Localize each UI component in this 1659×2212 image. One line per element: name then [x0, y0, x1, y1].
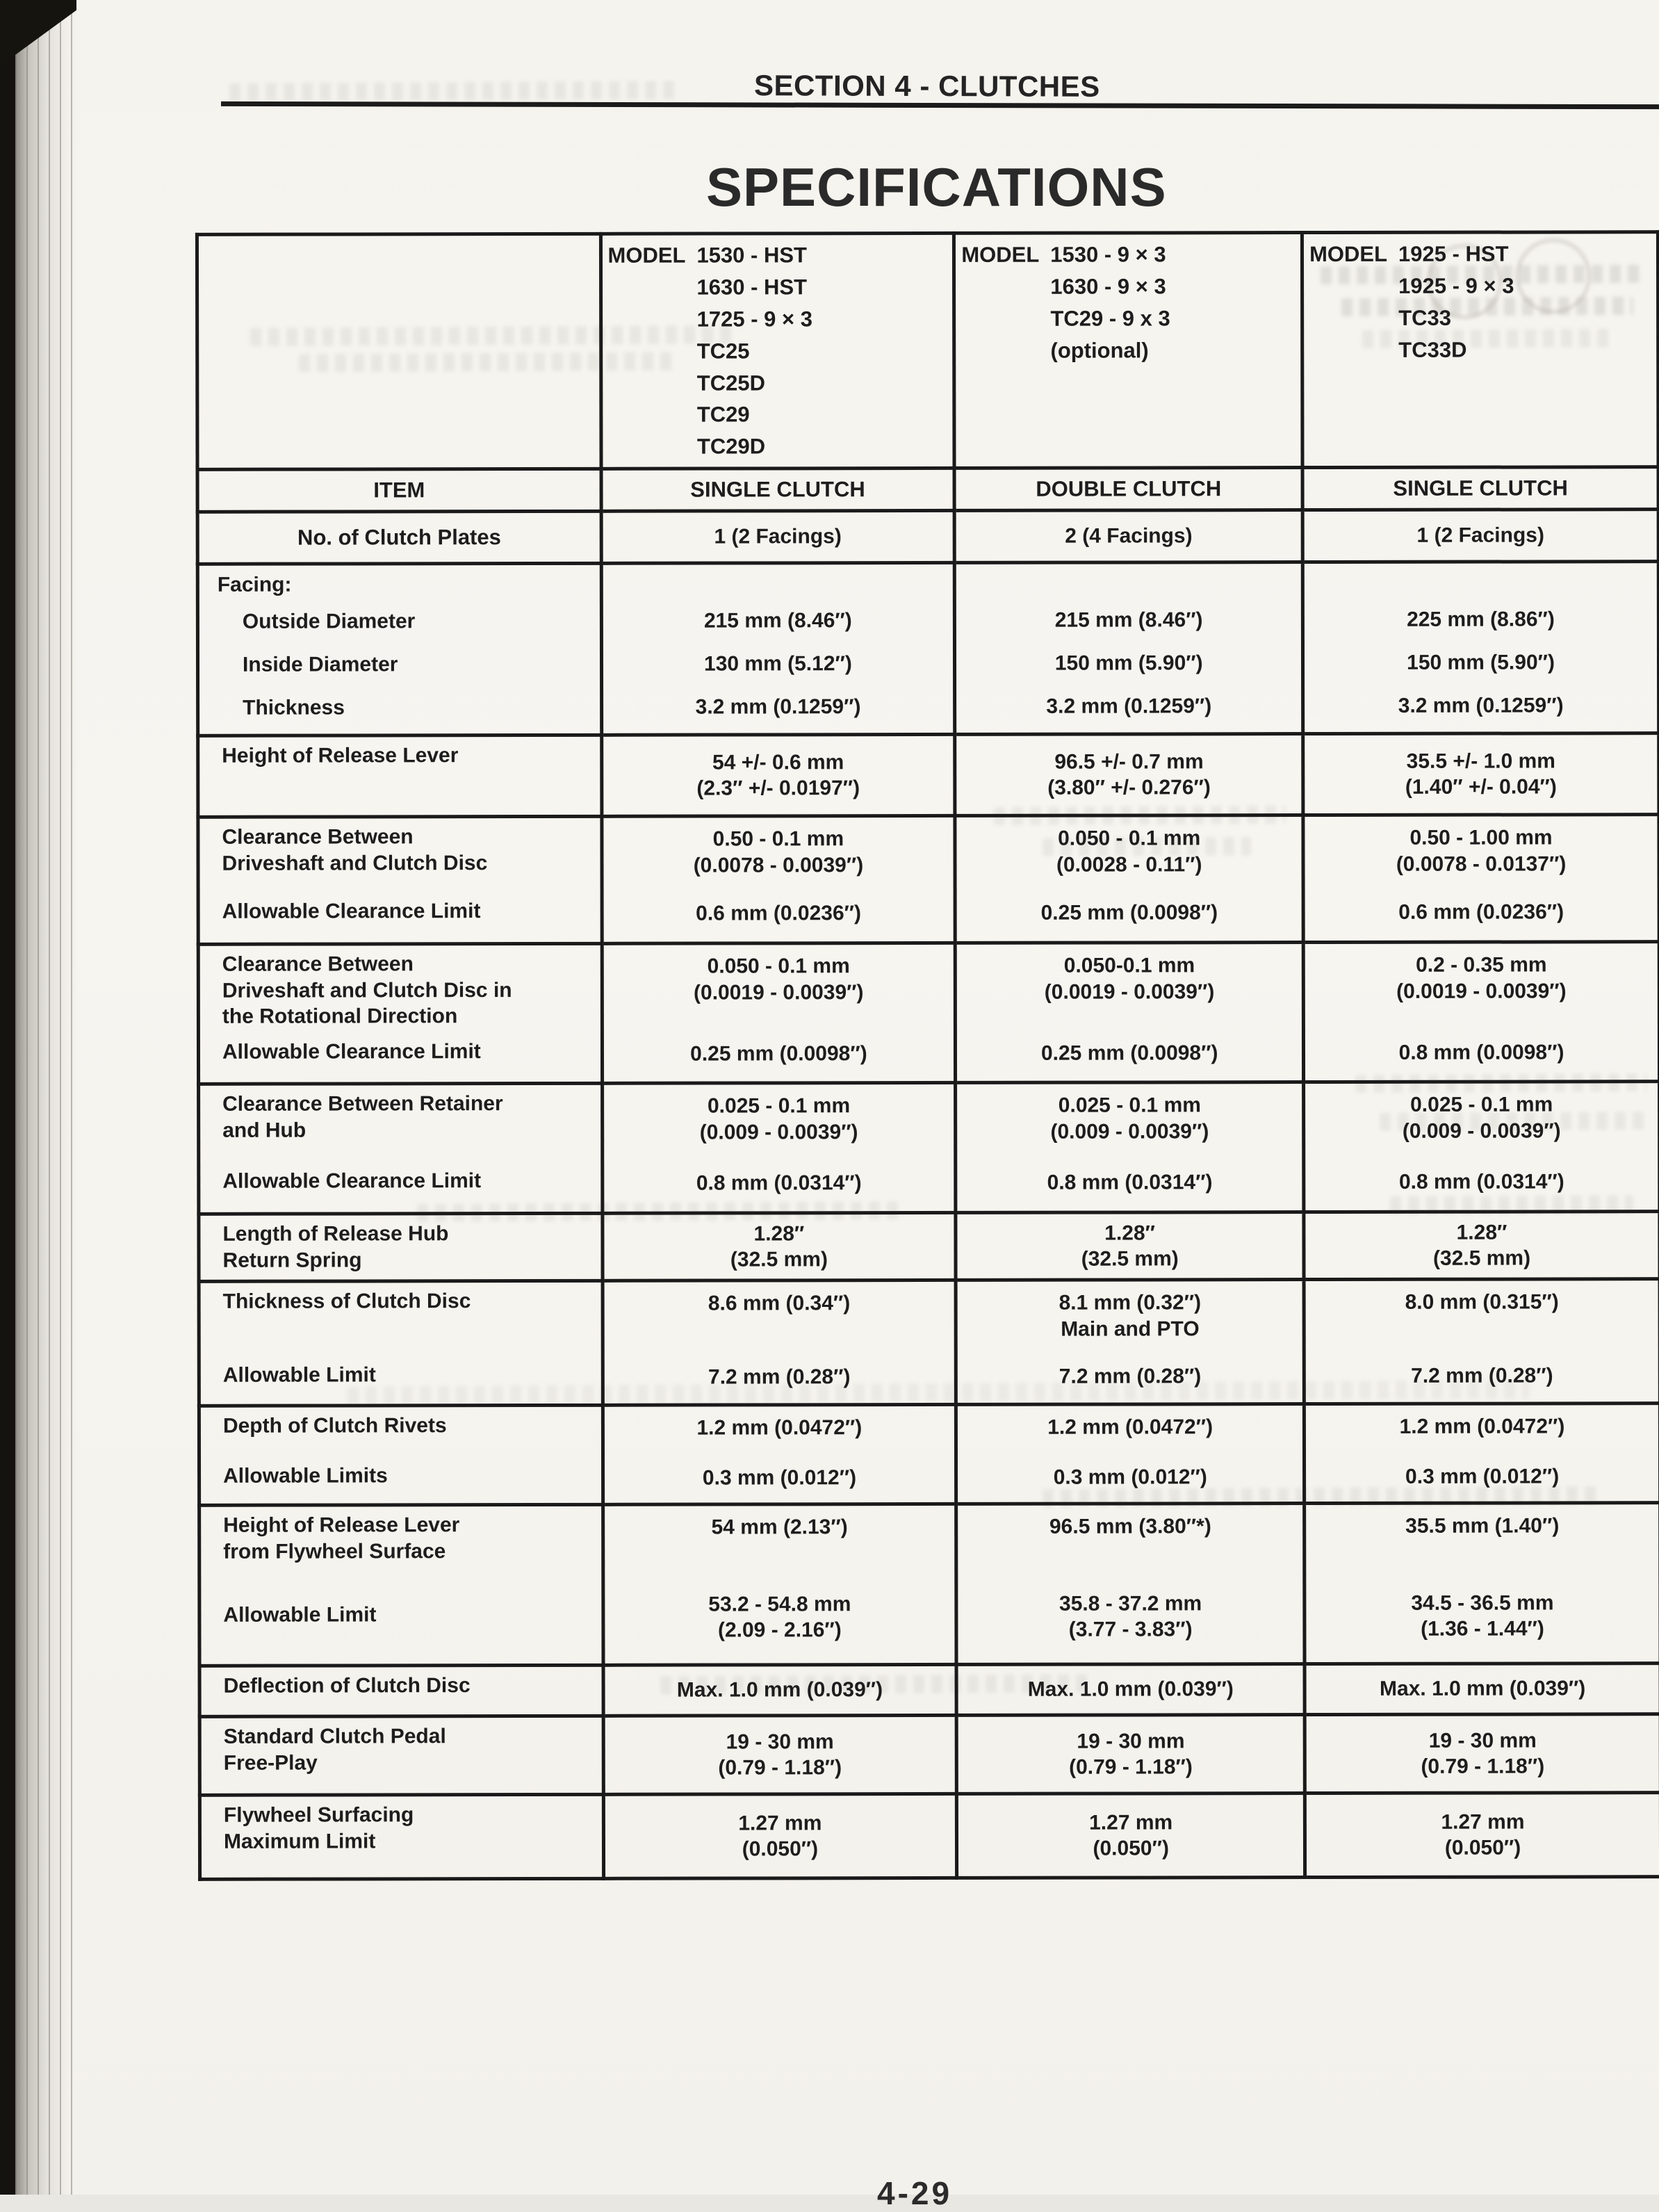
- row-label: Allowable Clearance Limit: [222, 1169, 482, 1194]
- table-row-clutch-disc-thickness: [199, 1279, 1659, 1406]
- row-label: Allowable Limit: [223, 1603, 377, 1627]
- spec-value: (0.0028 - 0.11″): [1056, 852, 1202, 877]
- spec-value: 0.3 mm (0.012″): [702, 1466, 857, 1490]
- spec-value: 96.5 +/- 0.7 mm: [1054, 749, 1204, 774]
- spec-value: 0.25 mm (0.0098″): [1040, 901, 1218, 925]
- spec-value: 0.8 mm (0.0314″): [1398, 1170, 1564, 1194]
- spec-value: 54 mm (2.13″): [711, 1515, 848, 1539]
- row-label-cell: [198, 943, 602, 1084]
- row-label-cell: [199, 1504, 603, 1666]
- spec-value: (0.050″): [742, 1837, 819, 1861]
- spec-value: 0.050-0.1 mm: [1063, 954, 1195, 977]
- row-label: Allowable Limit: [222, 1363, 376, 1388]
- spec-value: 1.28″: [1456, 1221, 1507, 1244]
- spec-value: (0.79 - 1.18″): [718, 1756, 842, 1780]
- spec-value: (0.0019 - 0.0039″): [1396, 979, 1567, 1003]
- model-list: [1050, 238, 1170, 366]
- row-label-cell: [199, 1280, 603, 1406]
- model-name: 1925 - HST: [1398, 241, 1509, 266]
- row-sublabel: Inside Diameter: [242, 653, 398, 677]
- model-name: TC29: [696, 402, 750, 427]
- row-label: Standard Clutch Pedal: [223, 1725, 446, 1748]
- row-label-cell: [199, 1665, 603, 1716]
- row-label: Height of Release Lever: [222, 744, 459, 767]
- spec-value: 8.6 mm (0.34″): [708, 1292, 851, 1315]
- model-label: MODEL: [607, 243, 686, 268]
- empty-corner-cell: [197, 234, 600, 469]
- spec-value: (0.79 - 1.18″): [1421, 1755, 1545, 1778]
- spec-value: 1.2 mm (0.0472″): [696, 1416, 863, 1440]
- spec-value: 19 - 30 mm: [1428, 1729, 1537, 1752]
- value-cell: [603, 1405, 956, 1505]
- item-header: ITEM: [373, 478, 425, 503]
- table-row-release-lever-height: [198, 733, 1659, 818]
- value-cell: [1303, 815, 1659, 943]
- row-label: Driveshaft and Clutch Disc: [222, 851, 488, 875]
- spec-value: (0.0019 - 0.0039″): [1044, 979, 1215, 1004]
- spec-value: 1.27 mm: [738, 1811, 822, 1835]
- row-label-cell: [197, 511, 601, 564]
- row-label: Deflection of Clutch Disc: [223, 1674, 471, 1698]
- row-label-cell: [198, 816, 602, 944]
- spec-value: 225 mm (8.86″): [1407, 608, 1555, 632]
- value-cell: [956, 1404, 1305, 1504]
- spec-value: (0.0078 - 0.0039″): [693, 853, 864, 877]
- model-name: (optional): [1050, 338, 1149, 363]
- spec-value: 19 - 30 mm: [1077, 1729, 1185, 1753]
- value-cell: [1305, 1664, 1659, 1715]
- row-label: Clearance Between: [222, 952, 414, 976]
- spec-value: (0.009 - 0.0039″): [1050, 1119, 1209, 1144]
- value-cell: [956, 1504, 1305, 1665]
- model-list: [1398, 238, 1514, 366]
- row-label-cell: [198, 735, 602, 817]
- value-cell: [1302, 562, 1658, 734]
- value-cell: [601, 816, 955, 944]
- spec-value: (0.0019 - 0.0039″): [693, 980, 864, 1005]
- value-cell: [957, 1715, 1305, 1794]
- model-name: 1925 - 9 × 3: [1398, 273, 1514, 298]
- spec-value: 1.28″: [1104, 1221, 1156, 1245]
- value-cell: [955, 562, 1303, 735]
- clutch-type: SINGLE CLUTCH: [690, 476, 865, 502]
- spec-value: 1 (2 Facings): [714, 525, 842, 548]
- spec-value: 3.2 mm (0.1259″): [695, 695, 861, 719]
- spec-value: 19 - 30 mm: [726, 1730, 834, 1754]
- spec-value: (0.050″): [1093, 1837, 1169, 1860]
- model-name: 1530 - 9 × 3: [1050, 242, 1166, 267]
- spec-value: 1 (2 Facings): [1416, 523, 1544, 548]
- row-label: Flywheel Surfacing: [223, 1803, 414, 1827]
- spec-value: 8.1 mm (0.32″): [1059, 1291, 1202, 1315]
- row-label: Facing:: [217, 573, 292, 597]
- table-row-retainer-hub-clearance: [199, 1082, 1659, 1214]
- clutch-type-cell-2: [954, 468, 1302, 511]
- row-sublabel: Outside Diameter: [242, 610, 416, 634]
- scan-edge-shadow: [0, 0, 15, 2195]
- value-cell: [1305, 1714, 1659, 1794]
- spec-value: Max. 1.0 mm (0.039″): [1027, 1677, 1234, 1702]
- spec-value: 0.8 mm (0.0098″): [1398, 1041, 1564, 1065]
- row-label: Maximum Limit: [223, 1830, 376, 1853]
- spec-value: 1.28″: [753, 1221, 805, 1246]
- spec-value: (3.80″ +/- 0.276″): [1047, 776, 1211, 799]
- value-cell: [603, 1716, 957, 1795]
- clutch-type: SINGLE CLUTCH: [1393, 475, 1568, 501]
- row-label-cell: [197, 563, 601, 735]
- value-cell: [957, 1794, 1305, 1878]
- spec-value: 0.3 mm (0.012″): [1405, 1465, 1560, 1489]
- column-header-row: [197, 467, 1658, 512]
- spec-value: (3.77 - 3.83″): [1068, 1618, 1193, 1641]
- row-label: from Flywheel Surface: [223, 1539, 446, 1563]
- table-row-rivet-depth: [199, 1404, 1659, 1506]
- row-label: Allowable Limits: [223, 1464, 388, 1488]
- model-label: MODEL: [961, 242, 1040, 267]
- spec-value: (32.5 mm): [1081, 1247, 1179, 1271]
- table-row-release-hub-spring: [199, 1212, 1659, 1282]
- model-name: 1530 - HST: [696, 243, 807, 268]
- row-label: Height of Release Lever: [223, 1513, 460, 1537]
- value-cell: [603, 1504, 956, 1666]
- value-cell: [1304, 1279, 1659, 1404]
- value-cell: [1302, 510, 1658, 562]
- spec-value: 34.5 - 36.5 mm: [1411, 1591, 1554, 1615]
- value-cell: [603, 1280, 956, 1406]
- value-cell: [1304, 1212, 1659, 1280]
- row-label: Clearance Between Retainer: [222, 1092, 503, 1116]
- table-row-pedal-free-play: [199, 1714, 1659, 1796]
- spec-value: 54 +/- 0.6 mm: [712, 750, 844, 774]
- spec-value: 0.50 - 0.1 mm: [712, 827, 844, 851]
- table-row-disc-deflection: [199, 1664, 1659, 1717]
- model-name: 1630 - HST: [696, 275, 808, 300]
- model-label: MODEL: [1309, 241, 1388, 267]
- value-cell: [956, 1212, 1304, 1280]
- spec-value: 8.0 mm (0.315″): [1405, 1290, 1559, 1314]
- model-name: TC29D: [696, 434, 766, 459]
- spec-value: 1.27 mm: [1441, 1810, 1525, 1834]
- value-cell: [956, 1082, 1304, 1213]
- table-row-facing: [197, 562, 1658, 736]
- spec-value: 0.050 - 0.1 mm: [707, 954, 850, 978]
- spec-value: (0.050″): [1444, 1836, 1521, 1860]
- row-label: Return Spring: [222, 1249, 362, 1272]
- spec-value: (0.0078 - 0.0137″): [1396, 852, 1567, 876]
- row-label-cell: [199, 1083, 603, 1214]
- model-header-row: [197, 232, 1658, 470]
- model-name: 1630 - 9 × 3: [1050, 274, 1166, 299]
- model-name: TC25: [696, 339, 750, 364]
- row-label: Allowable Clearance Limit: [222, 900, 481, 924]
- value-cell: [956, 943, 1304, 1083]
- spec-value: 215 mm (8.46″): [703, 609, 852, 633]
- row-label: and Hub: [222, 1119, 307, 1142]
- spec-value: 0.6 mm (0.0236″): [1398, 900, 1564, 925]
- model-header-cell-3: [1302, 232, 1658, 468]
- spec-value: 0.2 - 0.35 mm: [1416, 953, 1547, 977]
- spec-value: 130 mm (5.12″): [704, 652, 852, 676]
- value-cell: [1303, 942, 1659, 1082]
- spec-value: 7.2 mm (0.28″): [1411, 1364, 1553, 1388]
- model-name: TC33: [1398, 305, 1452, 330]
- spec-value: 150 mm (5.90″): [1407, 651, 1555, 675]
- value-cell: [601, 563, 955, 735]
- spec-value: 35.8 - 37.2 mm: [1059, 1591, 1202, 1616]
- row-label-cell: [199, 1794, 603, 1879]
- spec-value: 1.2 mm (0.0472″): [1399, 1415, 1565, 1438]
- table-row-clutch-plates: [197, 510, 1658, 564]
- page-number: 4-29: [877, 2175, 953, 2211]
- spec-value: 150 mm (5.90″): [1054, 651, 1203, 676]
- spec-value: (1.36 - 1.44″): [1421, 1617, 1544, 1641]
- row-sublabel: Thickness: [243, 696, 345, 720]
- spec-value: 96.5 mm (3.80″*): [1049, 1515, 1211, 1538]
- spec-value: 7.2 mm (0.28″): [708, 1365, 851, 1389]
- spec-value: 0.3 mm (0.012″): [1053, 1465, 1207, 1490]
- value-cell: [1305, 1503, 1659, 1664]
- row-label: Length of Release Hub: [222, 1222, 449, 1246]
- row-label-cell: [199, 1716, 603, 1795]
- value-cell: [603, 1794, 957, 1879]
- book-page-stack-edge: [15, 0, 79, 2195]
- spec-value: (0.009 - 0.0039″): [699, 1120, 858, 1144]
- model-name: TC33D: [1398, 337, 1467, 362]
- value-cell: [602, 1083, 956, 1214]
- value-cell: [601, 735, 955, 817]
- value-cell: [601, 511, 955, 564]
- value-cell: [602, 1213, 956, 1281]
- spec-value: Main and PTO: [1061, 1317, 1200, 1341]
- value-cell: [1304, 1082, 1659, 1212]
- row-label: the Rotational Direction: [222, 1005, 458, 1028]
- spec-value: 0.050 - 0.1 mm: [1058, 827, 1201, 850]
- spec-value: 215 mm (8.46″): [1054, 608, 1203, 633]
- row-label: No. of Clutch Plates: [297, 524, 501, 550]
- spec-value: 1.2 mm (0.0472″): [1047, 1415, 1213, 1439]
- spec-value: 0.25 mm (0.0098″): [1040, 1041, 1218, 1066]
- model-name: TC25D: [696, 370, 765, 396]
- spec-value: 35.5 +/- 1.0 mm: [1406, 749, 1555, 773]
- row-label: Clearance Between: [222, 825, 414, 849]
- spec-value: (32.5 mm): [1432, 1246, 1531, 1270]
- row-label: Driveshaft and Clutch Disc in: [222, 978, 512, 1002]
- value-cell: [955, 815, 1303, 943]
- table-row-driveshaft-clearance: [198, 815, 1659, 945]
- row-label-cell: [199, 1405, 603, 1505]
- table-row-flywheel-surfacing: [199, 1793, 1659, 1880]
- model-header-cell-2: [954, 233, 1302, 469]
- spec-value: 0.50 - 1.00 mm: [1409, 826, 1553, 849]
- value-cell: [1305, 1793, 1659, 1878]
- spec-value: (2.3″ +/- 0.0197″): [696, 776, 860, 800]
- page-title: SPECIFICATIONS: [706, 156, 1167, 218]
- spec-value: 0.8 mm (0.0314″): [1047, 1171, 1213, 1195]
- spec-value: 0.6 mm (0.0236″): [696, 902, 862, 925]
- spec-value: (0.79 - 1.18″): [1069, 1755, 1193, 1779]
- spec-value: (2.09 - 2.16″): [717, 1618, 842, 1642]
- clutch-type-cell-1: [601, 469, 955, 512]
- bleed-through-artifact: [229, 81, 674, 101]
- table-row-lever-height-flywheel: [199, 1503, 1659, 1666]
- spec-value: 0.025 - 0.1 mm: [707, 1094, 851, 1118]
- value-cell: [956, 1664, 1305, 1716]
- value-cell: [1303, 733, 1659, 815]
- spec-value: 53.2 - 54.8 mm: [708, 1592, 851, 1616]
- spec-value: 2 (4 Facings): [1065, 524, 1193, 548]
- model-name: TC29 - 9 x 3: [1050, 306, 1170, 331]
- value-cell: [955, 734, 1303, 816]
- model-list: [696, 239, 812, 462]
- spec-value: 7.2 mm (0.28″): [1059, 1365, 1202, 1389]
- value-cell: [603, 1665, 957, 1716]
- spec-value: (1.40″ +/- 0.04″): [1405, 775, 1557, 799]
- spec-value: 0.25 mm (0.0098″): [690, 1042, 867, 1066]
- value-cell: [602, 943, 956, 1084]
- spec-value: Max. 1.0 mm (0.039″): [1380, 1677, 1586, 1701]
- item-header-cell: [197, 469, 601, 512]
- clutch-type-cell-3: [1302, 467, 1658, 510]
- clutch-type: DOUBLE CLUTCH: [1036, 476, 1222, 501]
- row-label: Depth of Clutch Rivets: [222, 1414, 447, 1438]
- spec-value: 0.025 - 0.1 mm: [1410, 1093, 1553, 1116]
- model-name: 1725 - 9 × 3: [696, 307, 812, 332]
- spec-value: 1.27 mm: [1089, 1811, 1173, 1835]
- spec-value: 0.8 mm (0.0314″): [696, 1171, 862, 1195]
- section-heading: SECTION 4 - CLUTCHES: [753, 69, 1100, 103]
- specifications-table: [195, 230, 1659, 1881]
- row-label: Free-Play: [223, 1751, 318, 1775]
- row-label: Allowable Clearance Limit: [222, 1040, 481, 1064]
- spec-value: 0.025 - 0.1 mm: [1058, 1093, 1201, 1117]
- model-header-cell-1: [600, 233, 954, 469]
- spec-value: 3.2 mm (0.1259″): [1398, 694, 1564, 718]
- row-label: Thickness of Clutch Disc: [222, 1290, 471, 1313]
- spec-value: (0.009 - 0.0039″): [1402, 1119, 1561, 1143]
- table-row-rotational-clearance: [198, 942, 1659, 1084]
- value-cell: [956, 1280, 1304, 1405]
- value-cell: [954, 510, 1302, 563]
- spec-value: Max. 1.0 mm (0.039″): [676, 1678, 883, 1702]
- spec-value: 35.5 mm (1.40″): [1405, 1514, 1560, 1538]
- spec-value: 3.2 mm (0.1259″): [1046, 694, 1212, 719]
- spec-value: (32.5 mm): [730, 1248, 828, 1271]
- row-label-cell: [199, 1213, 603, 1281]
- value-cell: [1304, 1404, 1659, 1504]
